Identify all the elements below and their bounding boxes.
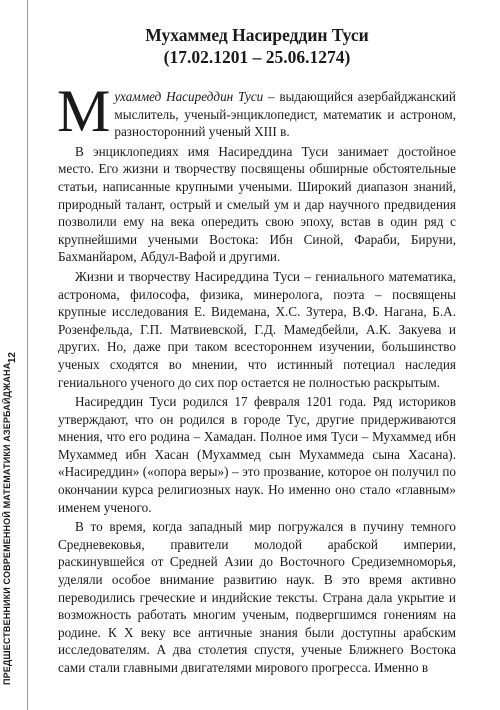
paragraph-5: В то время, когда западный мир погружался в пучину темного Средневековья, правители молодой арабской империи, раскинувшейся от Средней Азии до Восточного Средиземноморья, уделяли особое внимание развитию наук. В это время активно переводились греческие и индийские тексты. Страна дала укрытие и возможность работать многим ученым, подвергшимся гонениям на родине. К X веку все античные знания были доступны арабским исследователям. А два столетия спустя, ученые Ближнего Востока сами стали главными двигателями мирового прогресса. Именно в [58,519,456,675]
paragraph-4: Насиреддин Туси родился 17 февраля 1201 года. Ряд историков утверждают, что он родился в городе Тус, другие придерживаются мнения, что его родина – Хамадан. Полное имя Туси – Мухаммед ибн Мухаммед ибн Хасан (Мухаммед сын Мухаммеда сына Хасана). «Насиреддин» («опора веры») – это прозвание, которое он получил по окончании курса религиозных наук. Но именно оно стало «главным» именем ученого. [58,394,456,515]
paragraph-2: В энциклопедиях имя Насиреддина Туси занимает достойное место. Его жизни и творчеству посвящены обширные обстоятельные статьи, написанные крупными учеными. Широкий диапазон знаний, природный талант, острый и смелый ум и дар научного предвидения позволили ему на века опередить свою эпоху, встав в один ряд с крупнейшими учеными Востока: Ибн Синой, Фараби, Бируни, Бахманйаром, Абдул-Вафой и другими. [58,143,456,265]
lead-name: ухаммед Насиреддин Туси [114,89,264,104]
paragraph-3: Жизни и творчеству Насиреддина Туси – гениального математика, астронома, философа, физика, минеролога, поэта – посвящены крупные исследования Е. Видемана, Х.С. Зутера, В.Ф. Нагана, Б.А. Розенфельда, Г.П. Матвиевской, Г.Д. Мамедбейли, А.К. Закуева и других. Но, даже при таком всестороннем изучении, большинство ученых сходятся во мнении, что истинный потециал наследия гениального ученого до сих пор остается не полностью раскрытым. [58,268,456,390]
drop-cap: М [57,78,111,144]
page-title [58,24,456,68]
paragraph-1 [57,78,456,144]
title-dates: (17.02.1201 – 25.06.1274) [163,47,351,67]
title-name: Мухаммед Насиреддин Туси [145,25,369,45]
running-header: ПРЕДШЕСТВЕННИКИ СОВРЕМЕННОЙ МАТЕМАТИКИ АЗЕРБАЙДЖАНА [2,362,12,685]
paragraph-1-text: – выдающийся азербайджанский мыслитель, ученый-энциклопедист, математик и астроном, разносторонний ученый XIII в. [114,89,456,140]
page-content [58,24,456,679]
page-number: 12 [7,352,18,364]
article-body [57,78,456,677]
page-sidebar [0,0,28,710]
